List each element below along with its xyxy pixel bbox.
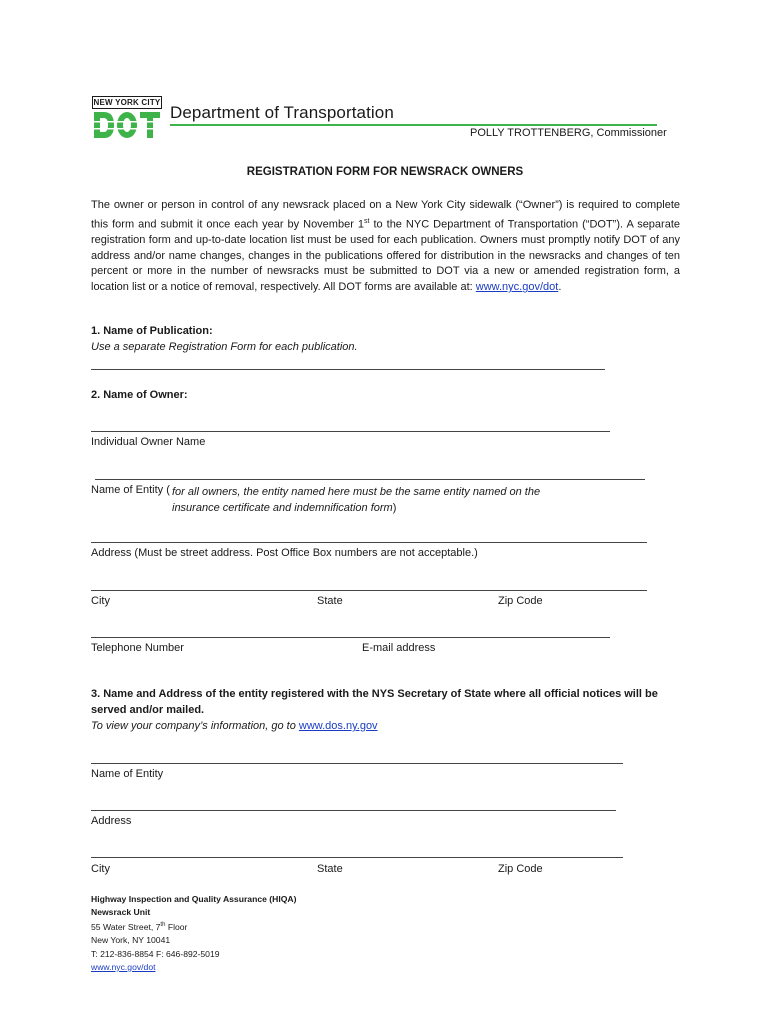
section1-heading: 1. Name of Publication: bbox=[91, 325, 213, 337]
entity-label-prefix: Name of Entity ( bbox=[91, 484, 170, 496]
registered-entity-address-field[interactable] bbox=[91, 810, 616, 811]
footer-street-suffix: Floor bbox=[165, 922, 188, 933]
telephone-label: Telephone Number bbox=[91, 642, 184, 654]
section3-instruction bbox=[91, 720, 378, 732]
header-divider bbox=[170, 124, 657, 126]
registered-entity-name-field[interactable] bbox=[91, 763, 623, 764]
logo-new-york-city-text: NEW YORK CITY bbox=[93, 98, 161, 107]
registered-state-label: State bbox=[317, 863, 343, 875]
footer-phone: T: 212-836-8854 F: 646-892-5019 bbox=[91, 948, 220, 959]
owner-city-state-zip-field[interactable] bbox=[91, 590, 647, 591]
footer-office: Highway Inspection and Quality Assurance (HIQA) bbox=[91, 894, 297, 904]
owner-address-label: Address (Must be street address. Post Office Box numbers are not acceptable.) bbox=[91, 547, 478, 559]
entity-name-field[interactable] bbox=[95, 479, 645, 480]
section1-instruction: Use a separate Registration Form for each publication. bbox=[91, 341, 358, 353]
dot-logo-icon bbox=[92, 110, 162, 140]
owner-state-label: State bbox=[317, 595, 343, 607]
footer-unit: Newsrack Unit bbox=[91, 907, 151, 918]
individual-owner-name-field[interactable] bbox=[91, 431, 610, 432]
section3-heading: 3. Name and Address of the entity registered with the NYS Secretary of State where all official notices will be served and/or mailed. bbox=[91, 688, 658, 716]
nyc-dot-logo bbox=[92, 96, 162, 140]
commissioner-name: POLLY TROTTENBERG, Commissioner bbox=[470, 127, 667, 139]
email-label: E-mail address bbox=[362, 642, 436, 654]
registered-entity-city-state-zip-field[interactable] bbox=[91, 857, 623, 858]
footer-street-sup: th bbox=[160, 922, 166, 929]
section2-heading: 2. Name of Owner: bbox=[91, 389, 188, 401]
entity-label-italic-text: for all owners, the entity named here must be the same entity named on the insurance certificate and indemnification form bbox=[172, 486, 541, 514]
publication-name-field[interactable] bbox=[91, 369, 605, 370]
entity-label-suffix: ) bbox=[392, 502, 397, 514]
section3-instruction-text: To view your company’s information, go to bbox=[91, 720, 299, 732]
owner-city-label: City bbox=[91, 595, 110, 607]
footer-city: New York, NY 10041 bbox=[91, 935, 171, 946]
intro-text-2: to the NYC Department of Transportation (“DOT”). A separate registration form and up-to-date location list must be used for each publication. Owners must promptly notify DOT of any address and/or name changes, changes in the publications offered for distribution in the newsracks and changes of ten percent or more in the number of newsracks must be submitted to DOT via a new or amended registration form, a location list or a notice of removal, respectively. All DOT forms are available at: bbox=[91, 218, 680, 294]
registered-city-label: City bbox=[91, 863, 110, 875]
dos-link[interactable]: www.dos.ny.gov bbox=[298, 720, 378, 732]
intro-sup: st bbox=[364, 217, 370, 225]
dot-forms-link[interactable]: www.nyc.gov/dot bbox=[475, 281, 559, 294]
form-title: REGISTRATION FORM FOR NEWSRACK OWNERS bbox=[246, 166, 524, 178]
registered-entity-name-label: Name of Entity bbox=[91, 768, 164, 780]
owner-zip-label: Zip Code bbox=[498, 595, 543, 607]
department-title: Department of Transportation bbox=[170, 103, 394, 122]
registered-entity-address-label: Address bbox=[91, 815, 132, 827]
registered-zip-label: Zip Code bbox=[498, 863, 543, 875]
footer-web-link[interactable]: www.nyc.gov/dot bbox=[91, 961, 156, 972]
entity-name-label bbox=[91, 484, 170, 496]
intro-paragraph bbox=[91, 198, 680, 296]
footer-contact bbox=[91, 893, 297, 974]
owner-address-field[interactable] bbox=[91, 542, 647, 543]
individual-owner-name-label: Individual Owner Name bbox=[91, 436, 206, 448]
entity-label-italic bbox=[172, 484, 572, 516]
footer-street-prefix: 55 Water Street, 7 bbox=[91, 922, 161, 933]
footer-street bbox=[91, 919, 297, 934]
intro-end: . bbox=[558, 281, 562, 294]
owner-phone-email-field[interactable] bbox=[91, 637, 610, 638]
intro-text-1: The owner or person in control of any newsrack placed on a New York City sidewalk (“Owner”) is required to complete this form and submit it once each year by November 1 bbox=[91, 199, 680, 231]
